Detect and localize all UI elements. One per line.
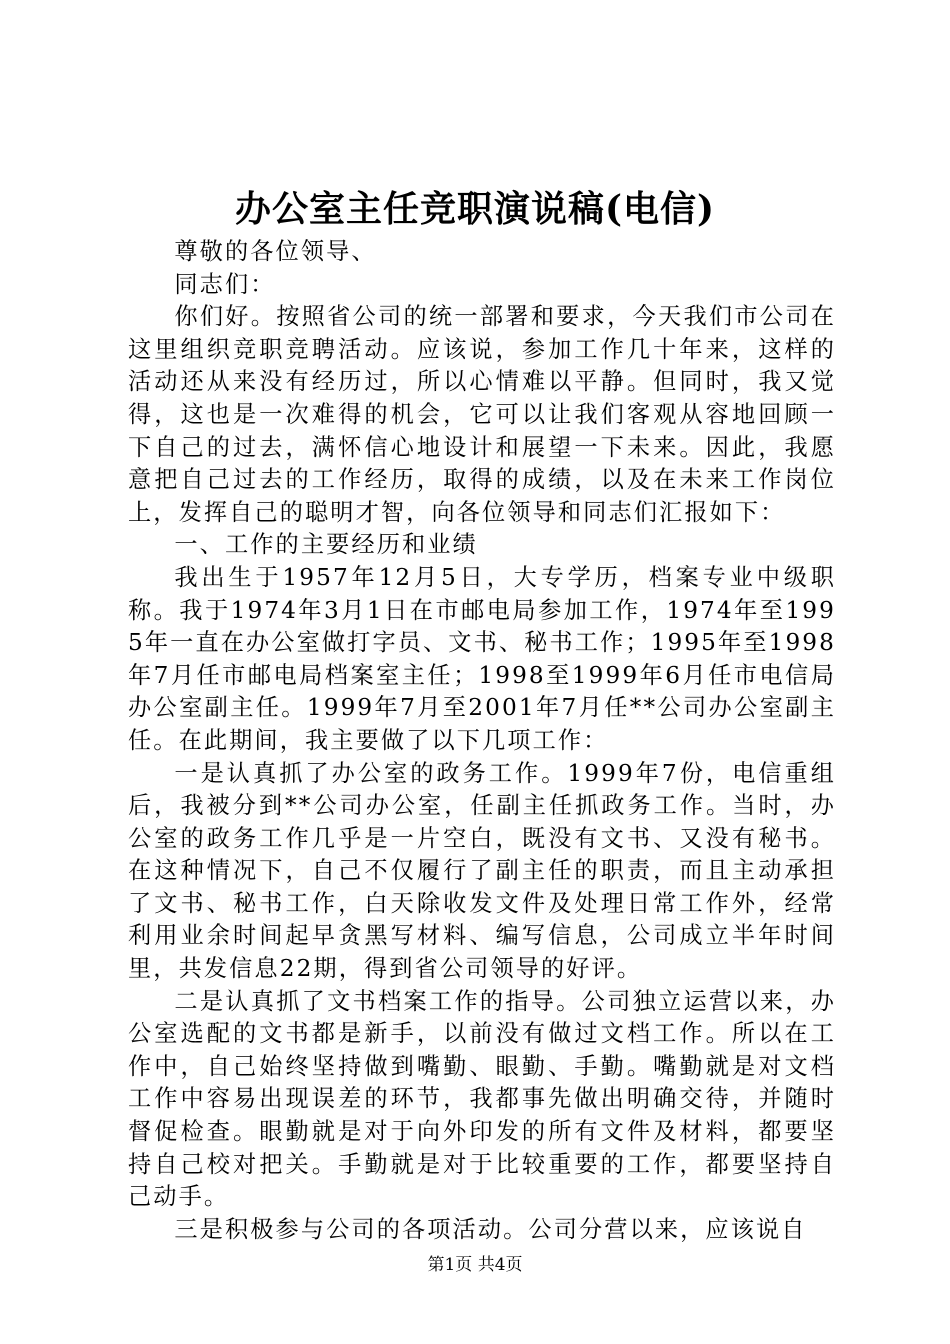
page-footer: 第1页 共4页	[427, 1255, 523, 1275]
salutation-line-2: 同志们：	[174, 270, 276, 298]
section-heading: 一、工作的主要经历和业绩	[174, 531, 478, 559]
paragraph-item-1: 一是认真抓了办公室的政务工作。1999年7份，电信重组后，我被分到**公司办公室，任副主任抓政务工作。当时，办公室的政务工作几乎是一片空白，既没有文书、又没有秘书。在这种情况下，自己不仅履行了副主任的职责，而且主动承担了文书、秘书工作，白天除收发文件及处理日常工作外，经常利用业余时间起早贪黑写材料、编写信息，公司成立半年时间里，共发信息22期，得到省公司领导的好评。	[128, 759, 836, 983]
salutation-line-1: 尊敬的各位领导、	[174, 238, 377, 265]
document-body	[128, 236, 836, 1246]
document-title: 办公室主任竞职演说稿(电信)	[234, 188, 716, 230]
paragraph-intro: 你们好。按照省公司的统一部署和要求，今天我们市公司在这里组织竞职竞聘活动。应该说，参加工作几十年来，这样的活动还从来没有经历过，所以心情难以平静。但同时，我又觉得，这也是一次难得的机会，它可以让我们客观从容地回顾一下自己的过去，满怀信心地设计和展望一下未来。因此，我愿意把自己过去的工作经历，取得的成绩，以及在未来工作岗位上，发挥自己的聪明才智，向各位领导和同志们汇报如下：	[128, 303, 836, 526]
paragraph-item-3: 三是积极参与公司的各项活动。公司分营以来，应该说自	[174, 1215, 807, 1243]
paragraph-item-2: 二是认真抓了文书档案工作的指导。公司独立运营以来，办公室选配的文书都是新手，以前没有做过文档工作。所以在工作中，自己始终坚持做到嘴勤、眼勤、手勤。嘴勤就是对文档工作中容易出现误差的环节，我都事先做出明确交待，并随时督促检查。眼勤就是对于向外印发的所有文件及材料，都要坚持自己校对把关。手勤就是对于比较重要的工作，都要坚持自己动手。	[128, 987, 836, 1211]
paragraph-background: 我出生于1957年12月5日，大专学历，档案专业中级职称。我于1974年3月1日在市邮电局参加工作，1974年至1995年一直在办公室做打字员、文书、秘书工作；1995年至1998年7月任市邮电局档案室主任；1998至1999年6月任市电信局办公室副主任。1999年7月至2001年7月任**公司办公室副主任。在此期间，我主要做了以下几项工作：	[128, 563, 836, 754]
